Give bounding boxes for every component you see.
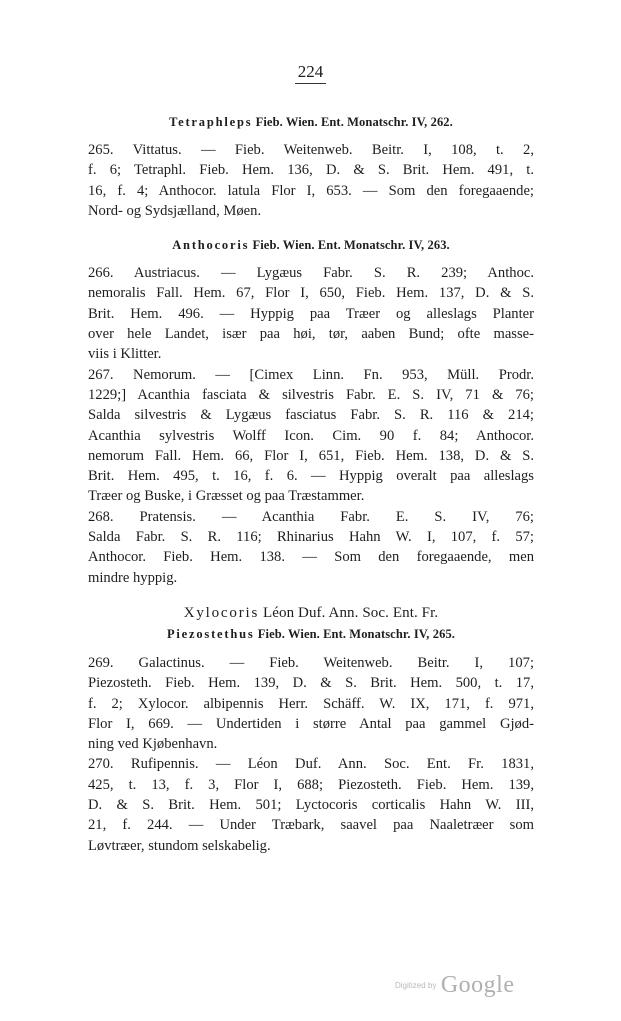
entry-265 [88,140,534,221]
entry-line: Salda Fabr. S. R. 116; Rhinarius Hahn W. I, 107, f. 57; [88,529,534,546]
google-logo: Google [440,972,515,998]
page-body [88,112,534,856]
entry-line: nemorum Fall. Hem. 66, Flor I, 651, Fieb. Hem. 138, D. & S. [88,447,534,464]
entry-line: Salda silvestris & Lygæus fasciatus Fabr. S. R. 116 & 214; [88,407,534,424]
entry-line: 265. Vittatus. — Fieb. Weitenweb. Beitr. I, 108, t. 2, [88,142,534,158]
entry-line: Brit. Hem. 495, t. 16, f. 6. — Hyppig overalt paa alleslags [88,468,534,485]
entry-line: over hele Landet, især paa høi, tør, aaben Bund; ofte masse- [88,326,534,343]
digitized-label: Digitized by [395,981,437,990]
entry-266 [88,263,534,364]
entry-line: f. 2; Xylocor. albipennis Herr. Schäff. W. IX, 171, f. 971, [88,695,534,712]
entry-line: 267. Nemorum. — [Cimex Linn. Fn. 953, Müll. Prodr. [88,366,534,383]
genus-heading-xylocoris: Xylocoris Léon Duf. Ann. Soc. Ent. Fr. [183,604,439,621]
genus-heading-tetraphleps: Tetraphleps Fieb. Wien. Ent. Monatschr. IV, 262. [169,115,453,129]
entry-line: mindre hyppig. [88,569,178,586]
entry-line: 21, f. 244. — Under Træbark, saavel paa Naaletræer som [88,817,534,834]
entry-270 [88,754,534,855]
genus-heading-anthocoris: Anthocoris Fieb. Wien. Ent. Monatschr. IV, 263. [172,238,450,253]
entry-268 [88,507,534,588]
entry-line: Løvtræer, stundom selskabelig. [88,837,271,854]
entry-line: 269. Galactinus. — Fieb. Weitenweb. Beitr. I, 107; [88,654,534,671]
entry-line: Træer og Buske, i Græsset og paa Træstammer. [88,488,365,505]
entry-267 [88,365,534,507]
entry-line: Piezosteth. Fieb. Hem. 139, D. & S. Brit. Hem. 500, t. 17, [88,675,534,692]
entry-line: 16, f. 4; Anthocor. latula Flor I, 653. — Som den foregaaende; [88,182,534,199]
entry-line: D. & S. Brit. Hem. 501; Lyctocoris corticalis Hahn W. III, [88,797,534,814]
entry-line: 1229;] Acanthia fasciata & silvestris Fabr. E. S. IV, 71 & 76; [88,386,534,403]
entry-line: 425, t. 13, f. 3, Flor I, 688; Piezosteth. Fieb. Hem. 139, [88,776,534,793]
entry-269 [88,653,534,754]
genus-heading-piezostethus: Piezostethus Fieb. Wien. Ent. Monatschr. IV, 265. [166,626,456,641]
entry-line: 270. Rufipennis. — Léon Duf. Ann. Soc. Ent. Fr. 1831, [88,756,534,773]
entry-line: Nord- og Sydsjælland, Møen. [88,202,262,219]
entry-line: Anthocor. Fieb. Hem. 138. — Som den foregaaende, men [88,549,534,566]
entry-line: Flor I, 669. — Undertiden i større Antal paa gammel Gjød- [88,715,534,732]
entry-line: ning ved Kjøbenhavn. [88,736,218,753]
entry-line: Brit. Hem. 496. — Hyppig paa Træer og alleslags Planter [88,305,534,322]
page-number: 224 [0,62,621,84]
digitized-by-google-watermark [395,972,525,999]
entry-line: 268. Pratensis. — Acanthia Fabr. E. S. IV, 76; [88,508,534,525]
entry-line: 266. Austriacus. — Lygæus Fabr. S. R. 239; Anthoc. [88,265,534,282]
entry-line: viis i Klitter. [88,346,162,363]
entry-line: f. 6; Tetraphl. Fieb. Hem. 136, D. & S. Brit. Hem. 491, t. [88,162,534,179]
entry-line: nemoralis Fall. Hem. 67, Flor I, 650, Fieb. Hem. 137, D. & S. [88,285,534,302]
entry-line: Acanthia sylvestris Wolff Icon. Cim. 90 f. 84; Anthocor. [88,427,534,444]
